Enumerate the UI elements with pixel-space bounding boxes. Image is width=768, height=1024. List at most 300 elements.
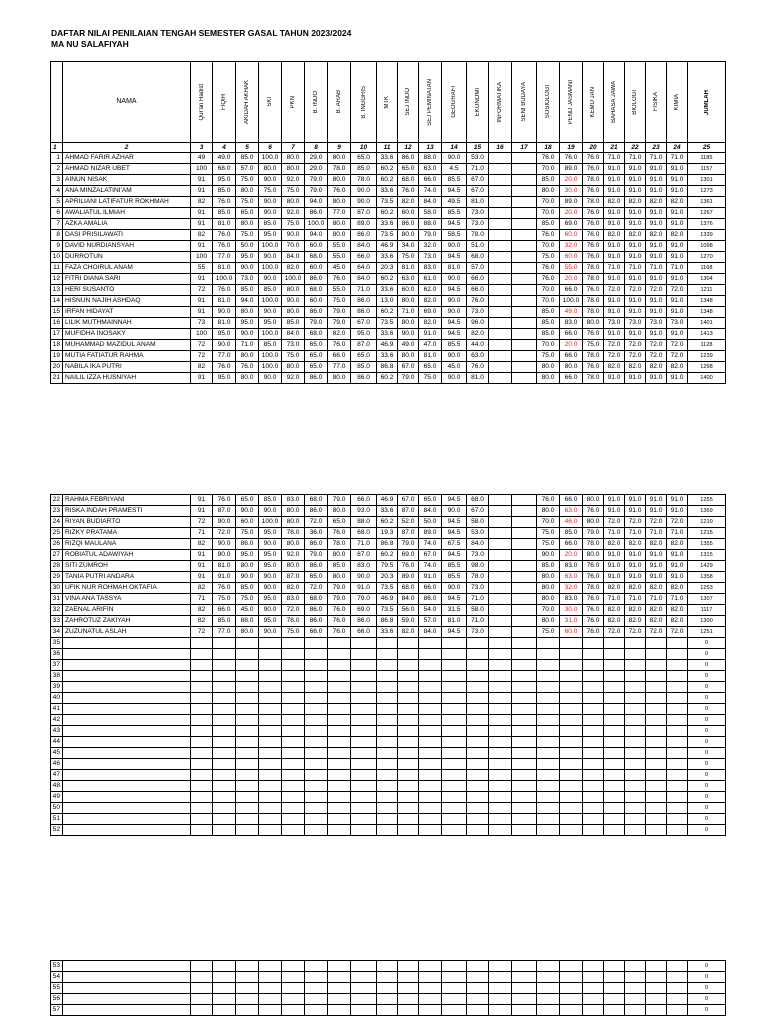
- grade-cell: [259, 638, 282, 649]
- grade-cell: [377, 704, 398, 715]
- grade-cell: [305, 715, 328, 726]
- grade-cell: 74.0: [419, 186, 442, 197]
- row-number: 6: [51, 208, 63, 219]
- total-cell: 1267: [688, 208, 726, 219]
- row-number: 4: [51, 186, 63, 197]
- grade-cell: 91.0: [625, 296, 646, 307]
- grade-cell: 65.0: [419, 495, 442, 506]
- grade-cell: [512, 594, 537, 605]
- grade-cell: 91.0: [625, 186, 646, 197]
- grade-cell: [467, 1005, 489, 1016]
- student-row: [51, 285, 726, 296]
- grade-cell: 72.0: [667, 340, 688, 351]
- grade-cell: [537, 638, 560, 649]
- row-number: 31: [51, 594, 63, 605]
- grade-cell: [305, 638, 328, 649]
- grade-cell: [305, 961, 328, 972]
- student-row: [51, 230, 726, 241]
- grade-cell: [63, 693, 191, 704]
- grade-cell: 84.0: [351, 274, 377, 285]
- grade-cell: 91.0: [604, 175, 625, 186]
- grade-cell: [442, 825, 467, 836]
- grade-cell: 58.0: [467, 517, 489, 528]
- grade-cell: [282, 770, 305, 781]
- row-number: 11: [51, 263, 63, 274]
- grade-cell: [625, 803, 646, 814]
- grade-cell: [398, 1005, 419, 1016]
- grade-cell: [305, 660, 328, 671]
- grade-cell: 67.0: [398, 495, 419, 506]
- grade-cell: [560, 660, 583, 671]
- grade-cell: [442, 693, 467, 704]
- grade-cell: [667, 638, 688, 649]
- grade-cell: 88.0: [351, 517, 377, 528]
- grade-cell: [351, 803, 377, 814]
- student-name: MUHAMMAD MAZIDUL ANAM: [63, 340, 191, 351]
- grade-cell: [259, 737, 282, 748]
- student-name: RIYAN BUDIARTO: [63, 517, 191, 528]
- grade-cell: [604, 671, 625, 682]
- grade-cell: [351, 726, 377, 737]
- grade-cell: [667, 803, 688, 814]
- grade-cell: 66.0: [305, 627, 328, 638]
- grade-cell: 91.0: [667, 274, 688, 285]
- grade-cell: 82.0: [419, 296, 442, 307]
- grade-cell: [489, 197, 512, 208]
- header-cell: [398, 62, 419, 143]
- grade-cell: 70.0: [537, 605, 560, 616]
- grade-cell: [667, 671, 688, 682]
- column-number: 19: [560, 143, 583, 153]
- grade-cell: [489, 671, 512, 682]
- grade-cell: 65.0: [305, 362, 328, 373]
- grade-cell: 82.0: [419, 318, 442, 329]
- header-label: SEJ INDO: [405, 88, 411, 116]
- grade-cell: [537, 759, 560, 770]
- header-cell: [560, 62, 583, 143]
- grade-cell: 80.0: [282, 164, 305, 175]
- grade-cell: [583, 737, 604, 748]
- grade-cell: [489, 825, 512, 836]
- grade-cell: 73.5: [377, 583, 398, 594]
- total-cell: 1273: [688, 186, 726, 197]
- total-cell: 1369: [688, 506, 726, 517]
- grade-cell: 93.0: [351, 506, 377, 517]
- grade-cell: [282, 792, 305, 803]
- grade-cell: [191, 983, 213, 994]
- grade-cell: 91.0: [351, 583, 377, 594]
- grade-cell: 85.0: [259, 495, 282, 506]
- grade-cell: 90.0: [442, 296, 467, 307]
- grade-cell: 81.0: [467, 373, 489, 384]
- grade-cell: 91.0: [667, 219, 688, 230]
- grade-cell: 91.0: [646, 274, 667, 285]
- grade-cell: [512, 726, 537, 737]
- grade-cell: 78.0: [583, 263, 604, 274]
- grade-cell: 65.0: [398, 164, 419, 175]
- grade-cell: 78.0: [583, 373, 604, 384]
- grade-cell: [604, 1005, 625, 1016]
- grade-cell: 91.0: [667, 506, 688, 517]
- grade-cell: [419, 682, 442, 693]
- student-row: [51, 373, 726, 384]
- grade-cell: 75.0: [328, 296, 351, 307]
- grade-cell: [467, 649, 489, 660]
- grade-cell: 65.0: [419, 362, 442, 373]
- grade-cell: 91.0: [604, 550, 625, 561]
- header-label: B. ARAB: [336, 90, 342, 114]
- grade-cell: [537, 660, 560, 671]
- total-cell: 1117: [688, 605, 726, 616]
- grade-cell: 90.0: [259, 252, 282, 263]
- grade-cell: 71.0: [646, 528, 667, 539]
- grade-cell: [259, 660, 282, 671]
- header-cell: [667, 62, 688, 143]
- grade-cell: [419, 781, 442, 792]
- grade-cell: [467, 704, 489, 715]
- grade-cell: 58.0: [419, 208, 442, 219]
- grade-cell: 20.0: [560, 208, 583, 219]
- column-number: 20: [583, 143, 604, 153]
- grade-cell: 85.0: [537, 175, 560, 186]
- grade-cell: [583, 1005, 604, 1016]
- grade-cell: 73.0: [467, 307, 489, 318]
- grade-cell: 68.0: [398, 583, 419, 594]
- grade-cell: [560, 704, 583, 715]
- grade-cell: [328, 770, 351, 781]
- grade-cell: [512, 285, 537, 296]
- grade-cell: [537, 825, 560, 836]
- grade-cell: [646, 972, 667, 983]
- grade-cell: 76.0: [583, 186, 604, 197]
- student-name: ZAENAL ARIFIN: [63, 605, 191, 616]
- grade-cell: [351, 770, 377, 781]
- grade-cell: [537, 972, 560, 983]
- column-number: 15: [467, 143, 489, 153]
- grade-cell: [489, 495, 512, 506]
- grade-cell: 72.0: [604, 627, 625, 638]
- row-number: 24: [51, 517, 63, 528]
- empty-row: [51, 972, 726, 983]
- grade-cell: [512, 972, 537, 983]
- grade-cell: [63, 983, 191, 994]
- grade-cell: [489, 539, 512, 550]
- grade-cell: 73.0: [236, 274, 259, 285]
- grade-cell: 81.0: [467, 197, 489, 208]
- grade-cell: [398, 814, 419, 825]
- grade-cell: [604, 737, 625, 748]
- grade-cell: [351, 682, 377, 693]
- total-cell: 0: [688, 972, 726, 983]
- grade-cell: [213, 660, 236, 671]
- empty-row: [51, 748, 726, 759]
- grade-cell: [442, 1005, 467, 1016]
- grade-cell: [191, 726, 213, 737]
- grade-cell: [646, 759, 667, 770]
- header-label: KIMIA: [674, 93, 680, 111]
- grade-cell: 76.0: [213, 495, 236, 506]
- column-number-row: [51, 143, 726, 153]
- grade-cell: 85.0: [213, 208, 236, 219]
- grade-cell: 91.0: [646, 307, 667, 318]
- grade-cell: 60.0: [560, 230, 583, 241]
- grade-cell: [282, 983, 305, 994]
- grade-cell: 82: [191, 197, 213, 208]
- grade-cell: [646, 638, 667, 649]
- grade-cell: [560, 737, 583, 748]
- grade-cell: [191, 737, 213, 748]
- row-number: 5: [51, 197, 63, 208]
- grade-cell: 57.0: [419, 616, 442, 627]
- grade-cell: 71.0: [667, 528, 688, 539]
- grade-cell: [398, 693, 419, 704]
- row-number: 35: [51, 638, 63, 649]
- grade-cell: [398, 792, 419, 803]
- grade-cell: [489, 164, 512, 175]
- grade-cell: [305, 737, 328, 748]
- grade-cell: [512, 737, 537, 748]
- grade-cell: [377, 781, 398, 792]
- grade-cell: 91.0: [604, 274, 625, 285]
- grade-cell: 85.5: [442, 572, 467, 583]
- grade-cell: 29.0: [305, 164, 328, 175]
- grade-cell: [259, 715, 282, 726]
- header-cell: [191, 62, 213, 143]
- student-name: RIZKY PRATAMA: [63, 528, 191, 539]
- row-number: 1: [51, 153, 63, 164]
- student-name: NABILA IKA PUTRI: [63, 362, 191, 373]
- grade-cell: 65.0: [305, 572, 328, 583]
- grade-cell: 79.0: [398, 373, 419, 384]
- grade-cell: [398, 781, 419, 792]
- column-number: 13: [419, 143, 442, 153]
- grade-cell: [467, 792, 489, 803]
- grade-cell: 94.5: [442, 252, 467, 263]
- grade-cell: [537, 737, 560, 748]
- column-number: 1: [51, 143, 63, 153]
- grade-cell: [667, 792, 688, 803]
- grade-cell: [625, 693, 646, 704]
- grade-cell: [560, 814, 583, 825]
- grade-cell: 95.0: [259, 318, 282, 329]
- grade-cell: [377, 825, 398, 836]
- grade-cell: [419, 704, 442, 715]
- grade-cell: 71.0: [604, 153, 625, 164]
- student-name: AHMAD FARIR AZHAR: [63, 153, 191, 164]
- grade-cell: [583, 649, 604, 660]
- grade-cell: 85.0: [282, 318, 305, 329]
- grade-cell: 88.0: [419, 219, 442, 230]
- total-cell: 0: [688, 770, 726, 781]
- student-name: ROBIATUL ADAWIYAH: [63, 550, 191, 561]
- grade-cell: [259, 704, 282, 715]
- grade-cell: [646, 715, 667, 726]
- grade-cell: [583, 748, 604, 759]
- grade-cell: 76.0: [537, 274, 560, 285]
- grade-cell: 68.0: [305, 285, 328, 296]
- grade-cell: 90.0: [236, 329, 259, 340]
- grade-cell: [625, 961, 646, 972]
- student-row: [51, 219, 726, 230]
- row-number: 27: [51, 550, 63, 561]
- grade-cell: [236, 726, 259, 737]
- grade-cell: 65.0: [305, 340, 328, 351]
- grade-cell: [489, 583, 512, 594]
- grade-cell: [442, 961, 467, 972]
- grade-cell: 20.3: [377, 263, 398, 274]
- empty-row: [51, 770, 726, 781]
- row-number: 45: [51, 748, 63, 759]
- total-cell: 1128: [688, 340, 726, 351]
- grade-cell: [442, 704, 467, 715]
- grade-cell: 29.0: [305, 153, 328, 164]
- grade-cell: 85.0: [259, 340, 282, 351]
- grade-cell: [512, 660, 537, 671]
- student-row: [51, 263, 726, 274]
- grade-cell: [667, 682, 688, 693]
- grade-cell: 82.0: [646, 230, 667, 241]
- grade-cell: [604, 814, 625, 825]
- grade-cell: 76.0: [583, 594, 604, 605]
- grade-cell: [351, 814, 377, 825]
- grade-cell: 92.0: [282, 175, 305, 186]
- grade-cell: 84.0: [398, 594, 419, 605]
- grade-cell: 75.0: [236, 175, 259, 186]
- grade-cell: [419, 759, 442, 770]
- grade-cell: 91.0: [625, 373, 646, 384]
- total-cell: 1211: [688, 285, 726, 296]
- grade-cell: [560, 759, 583, 770]
- grade-cell: 73.0: [604, 318, 625, 329]
- grade-cell: [489, 186, 512, 197]
- grade-cell: [583, 792, 604, 803]
- grade-cell: 91.0: [646, 561, 667, 572]
- grade-cell: 80.0: [328, 550, 351, 561]
- header-label: BAHASA JAWA: [611, 81, 617, 123]
- row-number: 20: [51, 362, 63, 373]
- row-number: 26: [51, 539, 63, 550]
- grade-cell: [213, 759, 236, 770]
- grade-cell: [489, 362, 512, 373]
- grade-cell: [560, 671, 583, 682]
- header-label: PEND JASMANI: [568, 79, 574, 125]
- grade-cell: 73.0: [467, 219, 489, 230]
- grade-cell: [489, 528, 512, 539]
- grade-cell: [328, 803, 351, 814]
- grade-cell: 85.0: [236, 285, 259, 296]
- grade-cell: 91.0: [646, 550, 667, 561]
- grade-cell: 73.0: [467, 208, 489, 219]
- grade-cell: 72: [191, 340, 213, 351]
- grade-cell: [512, 539, 537, 550]
- empty-row: [51, 792, 726, 803]
- grade-cell: [583, 704, 604, 715]
- grade-cell: 90.0: [213, 539, 236, 550]
- column-number: 25: [688, 143, 726, 153]
- grade-cell: 76.0: [583, 208, 604, 219]
- grade-cell: 75.0: [259, 186, 282, 197]
- grade-cell: 100.0: [259, 517, 282, 528]
- grade-cell: [667, 781, 688, 792]
- grade-cell: [419, 1005, 442, 1016]
- grade-cell: [560, 781, 583, 792]
- row-number: 28: [51, 561, 63, 572]
- row-number: 44: [51, 737, 63, 748]
- empty-row: [51, 781, 726, 792]
- grade-cell: 89.0: [351, 219, 377, 230]
- grade-cell: [512, 627, 537, 638]
- grade-cell: [512, 362, 537, 373]
- grade-cell: [282, 803, 305, 814]
- grade-cell: 77.0: [213, 627, 236, 638]
- grade-cell: 85.5: [442, 561, 467, 572]
- grade-cell: [489, 983, 512, 994]
- grade-cell: 66.0: [351, 627, 377, 638]
- grade-cell: [419, 693, 442, 704]
- grade-cell: [351, 704, 377, 715]
- grade-cell: 80.0: [398, 318, 419, 329]
- grade-cell: 82.0: [667, 230, 688, 241]
- grade-cell: [398, 726, 419, 737]
- grade-cell: 46.9: [377, 495, 398, 506]
- grade-cell: [646, 748, 667, 759]
- header-label: EKONOMI: [474, 87, 481, 117]
- grade-cell: [419, 994, 442, 1005]
- grade-cell: [351, 671, 377, 682]
- grade-cell: 91.0: [646, 572, 667, 583]
- grade-cell: 71.0: [351, 539, 377, 550]
- grade-cell: [489, 748, 512, 759]
- grade-cell: 90.0: [259, 208, 282, 219]
- grade-cell: [282, 704, 305, 715]
- grade-cell: 68.0: [467, 252, 489, 263]
- grade-cell: [282, 814, 305, 825]
- grade-cell: [512, 373, 537, 384]
- grade-cell: [489, 638, 512, 649]
- grade-cell: [625, 814, 646, 825]
- row-number: 29: [51, 572, 63, 583]
- grade-cell: 76.0: [213, 583, 236, 594]
- row-number: 10: [51, 252, 63, 263]
- grade-cell: 76.0: [537, 263, 560, 274]
- row-number: 56: [51, 994, 63, 1005]
- grade-cell: 66.0: [560, 351, 583, 362]
- grade-cell: [667, 770, 688, 781]
- student-row: [51, 318, 726, 329]
- grade-cell: [604, 972, 625, 983]
- grade-cell: [467, 770, 489, 781]
- grade-cell: [191, 660, 213, 671]
- grade-cell: [213, 770, 236, 781]
- grade-cell: [646, 814, 667, 825]
- grade-cell: 81.0: [398, 263, 419, 274]
- grade-cell: [328, 1005, 351, 1016]
- grade-cell: [489, 972, 512, 983]
- grade-cell: 60.2: [377, 517, 398, 528]
- grade-cell: [236, 748, 259, 759]
- grade-cell: 91.0: [625, 208, 646, 219]
- header-cell: [604, 62, 625, 143]
- total-cell: 0: [688, 759, 726, 770]
- student-row: [51, 252, 726, 263]
- total-cell: 1098: [688, 241, 726, 252]
- grade-cell: 76.0: [583, 627, 604, 638]
- column-number: 24: [667, 143, 688, 153]
- grade-cell: [489, 550, 512, 561]
- grade-cell: 80.0: [537, 572, 560, 583]
- grade-cell: 66.0: [560, 539, 583, 550]
- total-cell: 1253: [688, 583, 726, 594]
